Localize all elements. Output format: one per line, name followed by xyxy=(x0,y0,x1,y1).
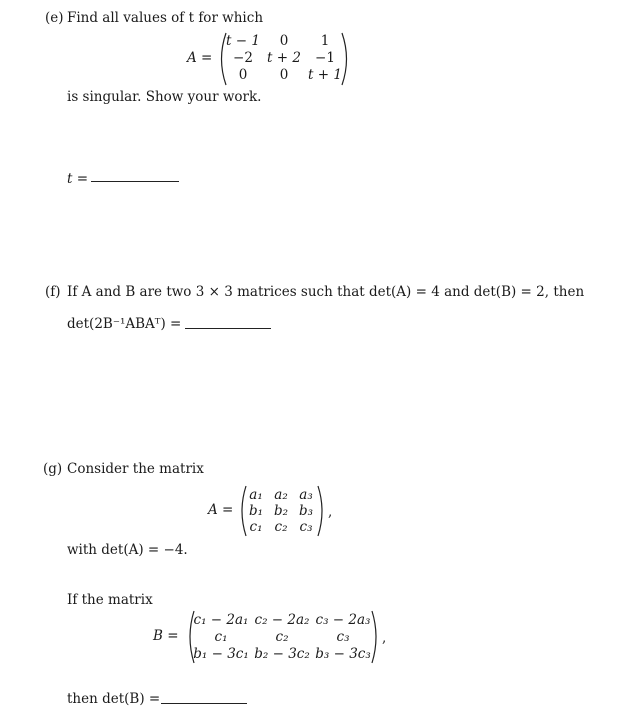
part-g-label: (g) xyxy=(43,461,63,477)
matrix-e-name: A = xyxy=(187,50,213,66)
matrix-b-name: B = xyxy=(153,628,179,644)
matrix-b-cell: c₁ − 2a₁ xyxy=(193,612,249,628)
part-f-answer-blank[interactable] xyxy=(185,328,271,329)
matrix-a xyxy=(237,484,327,538)
part-g-with: with det(A) = −4. xyxy=(67,542,188,558)
matrix-a-cell: a₂ xyxy=(274,487,288,503)
part-f-label: (f) xyxy=(45,284,61,300)
matrix-b-cell: c₃ − 2a₃ xyxy=(315,612,371,628)
matrix-e-cell: t − 1 xyxy=(226,33,260,49)
matrix-e-cell: t + 2 xyxy=(267,50,301,66)
matrix-e-cell: −1 xyxy=(315,50,335,66)
matrix-e-cell: 0 xyxy=(279,67,289,83)
matrix-a-cell: a₁ xyxy=(249,487,263,503)
part-e-after: is singular. Show your work. xyxy=(67,89,262,105)
matrix-a-name: A = xyxy=(208,502,234,518)
matrix-b-cell: b₂ − 3c₂ xyxy=(254,646,310,662)
matrix-a-cell: c₁ xyxy=(249,519,263,535)
matrix-a-cell: b₂ xyxy=(273,503,289,519)
matrix-e-cell: 0 xyxy=(238,67,248,83)
part-e-prompt: Find all values of t for which xyxy=(67,10,264,26)
matrix-a-cell: b₁ xyxy=(248,503,264,519)
part-e-label: (e) xyxy=(45,10,64,26)
matrix-e xyxy=(216,31,352,87)
part-g-answer-blank[interactable] xyxy=(161,703,247,704)
matrix-e-cell: 0 xyxy=(279,33,289,49)
part-g-if: If the matrix xyxy=(67,592,153,608)
part-e-answer-label: t = xyxy=(67,171,89,187)
matrix-a-cell: c₂ xyxy=(274,519,288,535)
matrix-a-cell: b₃ xyxy=(298,503,314,519)
matrix-b-cell: c₁ xyxy=(214,629,228,645)
matrix-e-cell: 1 xyxy=(320,33,330,49)
part-f-line2: det(2B⁻¹ABAᵀ) = xyxy=(67,316,182,332)
matrix-e-cell: −2 xyxy=(233,50,253,66)
part-g-then: then det(B) = xyxy=(67,691,161,707)
matrix-a-cell: a₃ xyxy=(299,487,313,503)
matrix-a-tail: , xyxy=(328,504,333,520)
matrix-b-cell: b₃ − 3c₃ xyxy=(315,646,371,662)
matrix-a-cell: c₃ xyxy=(299,519,313,535)
matrix-e-cell: t + 1 xyxy=(308,67,342,83)
matrix-b-cell: c₂ xyxy=(275,629,289,645)
part-e-answer-blank[interactable] xyxy=(91,181,179,182)
part-f-line1: If A and B are two 3 × 3 matrices such that det(A) = 4 and det(B) = 2, then xyxy=(67,284,585,300)
matrix-b xyxy=(185,609,381,665)
part-g-prompt: Consider the matrix xyxy=(67,461,204,477)
matrix-b-cell: b₁ − 3c₁ xyxy=(193,646,249,662)
matrix-b-tail: , xyxy=(382,630,387,646)
matrix-b-cell: c₃ xyxy=(336,629,350,645)
matrix-b-cell: c₂ − 2a₂ xyxy=(254,612,310,628)
